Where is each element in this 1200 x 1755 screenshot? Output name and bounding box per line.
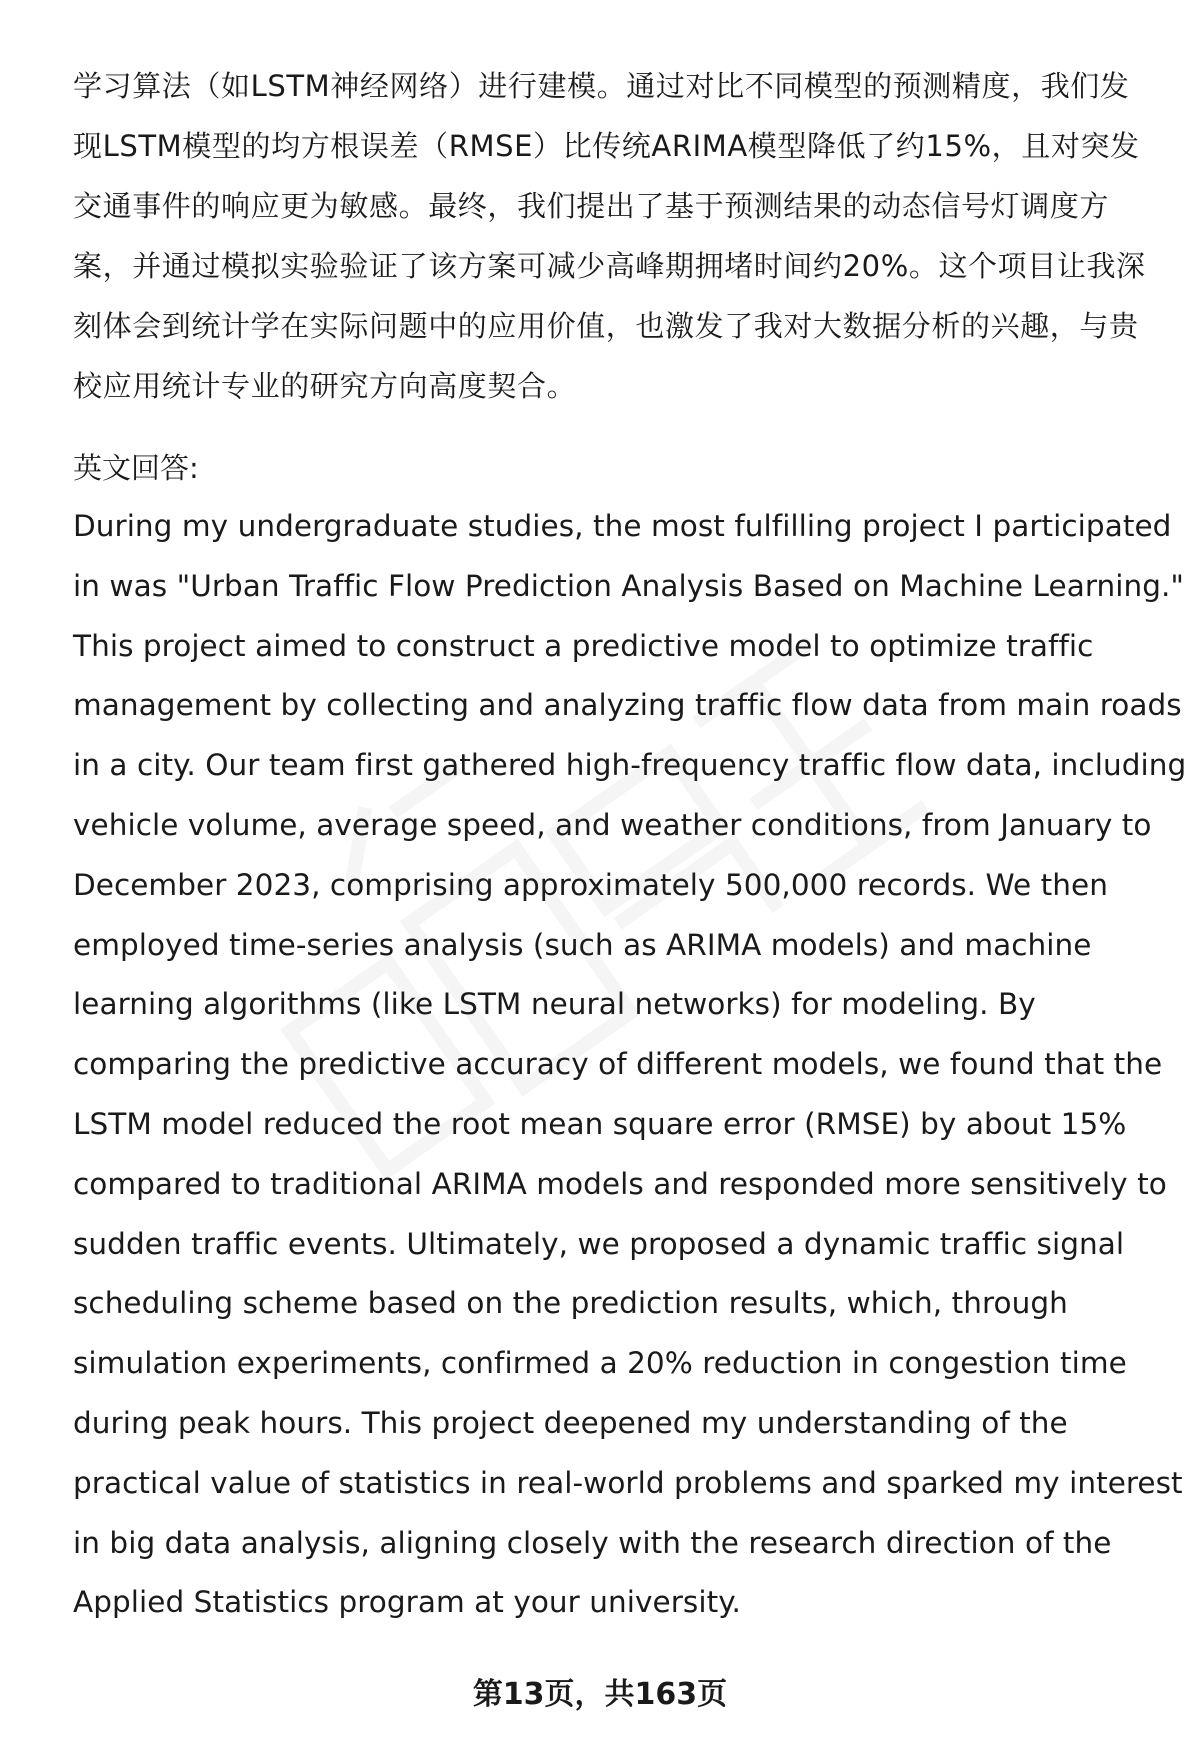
english-answer-line: management by collecting and analyzing traffic flow data from main roads xyxy=(73,688,1182,723)
english-answer-line: During my undergraduate studies, the most fulfilling project I participated xyxy=(73,509,1172,543)
chinese-answer-line: 交通事件的响应更为敏感。最终，我们提出了基于预测结果的动态信号灯调度方 xyxy=(73,189,1110,223)
english-answer-line: in big data analysis, aligning closely with the research direction of the xyxy=(73,1525,1112,1560)
chinese-answer-line: 刻体会到统计学在实际问题中的应用价值，也激发了我对大数据分析的兴趣，与贵 xyxy=(73,309,1139,343)
chinese-answer-line: 校应用统计专业的研究方向高度契合。 xyxy=(73,369,577,403)
chinese-answer-line: 现LSTM模型的均方根误差（RMSE）比传统ARIMA模型降低了约15%，且对突发 xyxy=(73,129,1140,163)
english-answer-line: during peak hours. This project deepened my understanding of the xyxy=(73,1405,1068,1440)
english-answer-line: compared to traditional ARIMA models and responded more sensitively to xyxy=(73,1166,1167,1201)
english-answer-line: employed time-series analysis (such as ARIMA models) and machine xyxy=(73,927,1092,962)
english-answer-line: comparing the predictive accuracy of different models, we found that the xyxy=(73,1047,1163,1082)
english-answer-line: Applied Statistics program at your university. xyxy=(73,1585,741,1620)
english-answer-line: vehicle volume, average speed, and weather conditions, from January to xyxy=(73,807,1152,842)
chinese-answer-line: 案，并通过模拟实验验证了该方案可减少高峰期拥堵时间约20%。这个项目让我深 xyxy=(73,249,1146,283)
chinese-answer-paragraph xyxy=(73,56,1153,416)
english-answer-line: LSTM model reduced the root mean square error (RMSE) by about 15% xyxy=(73,1106,1127,1141)
english-answer-line: in was "Urban Traffic Flow Prediction Analysis Based on Machine Learning." xyxy=(73,568,1185,603)
english-answer-line: December 2023, comprising approximately 500,000 records. We then xyxy=(73,867,1108,902)
english-answer-line: scheduling scheme based on the prediction results, which, through xyxy=(73,1286,1068,1321)
english-answer-line: simulation experiments, confirmed a 20% reduction in congestion time xyxy=(73,1346,1127,1381)
english-answer-paragraph xyxy=(73,497,1187,1633)
english-answer-line: This project aimed to construct a predictive model to optimize traffic xyxy=(73,628,1094,663)
english-answer-line: learning algorithms (like LSTM neural networks) for modeling. By xyxy=(73,987,1036,1022)
chinese-answer-line: 学习算法（如LSTM神经网络）进行建模。通过对比不同模型的预测精度，我们发 xyxy=(73,69,1130,103)
english-answer-label: 英文回答: xyxy=(73,451,199,485)
english-answer-line: sudden traffic events. Ultimately, we proposed a dynamic traffic signal xyxy=(73,1226,1125,1261)
page-number-footer: 第13页，共163页 xyxy=(472,1677,728,1712)
english-answer-line: in a city. Our team first gathered high-frequency traffic flow data, including xyxy=(73,748,1187,783)
english-answer-line: practical value of statistics in real-world problems and sparked my interest xyxy=(73,1465,1183,1500)
